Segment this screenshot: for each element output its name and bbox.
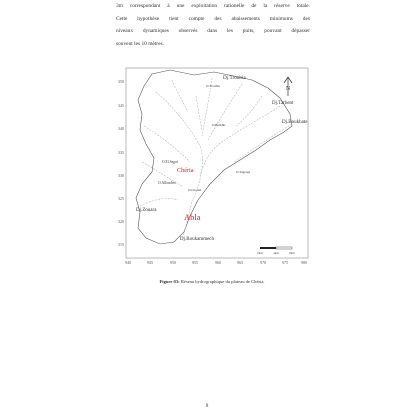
place-label: O.Troubia (206, 84, 220, 88)
city-label: Abla (184, 212, 201, 222)
y-tick: 335 (118, 150, 124, 155)
y-tick: 350 (118, 79, 124, 84)
place-label: Dj.Boukhate (282, 120, 308, 125)
body-paragraph (116, 0, 310, 50)
y-tick: 325 (118, 196, 124, 201)
x-tick: 955 (192, 260, 198, 265)
x-axis-ticks (125, 260, 307, 265)
page-number: 8 (205, 403, 209, 409)
watershed-boundary (136, 70, 292, 244)
scale-label: 8km (289, 251, 295, 255)
river (140, 198, 178, 206)
place-label: Dj.Boukammech (180, 237, 215, 242)
y-tick: 320 (118, 219, 124, 224)
caption-text: Réseau hydrographique du plateau de Chéria. (179, 279, 265, 284)
caption-label: Figure 03: (159, 279, 180, 284)
x-tick: 940 (125, 260, 131, 265)
paragraph-line: Cette hypothèse tient compte des abaissements minimums des (116, 15, 310, 22)
place-label: Dj.Troubia (223, 75, 246, 81)
river (208, 84, 242, 140)
north-arrow-icon (284, 77, 292, 96)
scale-label: 4km (273, 251, 279, 255)
x-tick: 960 (215, 260, 221, 265)
scale-label: 0km (257, 251, 263, 255)
north-label: N (285, 86, 291, 92)
x-tick: 980 (301, 260, 307, 265)
x-tick: 945 (147, 260, 153, 265)
place-label: O.Allouchet (158, 181, 176, 185)
river (172, 80, 188, 112)
y-tick: 330 (118, 173, 124, 178)
y-tick: 345 (118, 103, 124, 108)
river (236, 96, 262, 126)
paragraph-line: niveaux dynamiques observés dans les puits, pouvant dépasser (116, 28, 310, 35)
river-network (140, 78, 292, 240)
x-tick: 970 (260, 260, 266, 265)
place-labels (136, 75, 308, 242)
place-label: O.Chouni (188, 188, 202, 192)
place-label: O.Tagraga (236, 170, 251, 174)
x-tick: 950 (170, 260, 176, 265)
x-tick: 975 (282, 260, 288, 265)
river (196, 96, 202, 130)
place-label: O.Belkhir (212, 123, 226, 127)
y-tick: 340 (118, 126, 124, 131)
paragraph-line: souvent les 10 mètres. (116, 40, 164, 47)
hydrographic-map-figure (112, 66, 312, 274)
place-label: O.El Segui (162, 160, 178, 164)
paragraph-line: 3m correspondant à une exploitation rationelle de la réserve totale. (116, 3, 310, 9)
city-label: Chéria (177, 167, 194, 174)
figure-caption (112, 279, 312, 284)
x-tick: 965 (237, 260, 243, 265)
y-tick: 315 (118, 242, 124, 247)
place-label: Dj.Zouara (136, 208, 157, 213)
scale-bar (257, 247, 295, 255)
river (200, 106, 280, 176)
place-label: Dj.Tarbent (272, 101, 294, 106)
river (144, 126, 190, 162)
river (234, 124, 292, 162)
y-axis-ticks (118, 79, 124, 247)
map-svg (112, 66, 312, 274)
